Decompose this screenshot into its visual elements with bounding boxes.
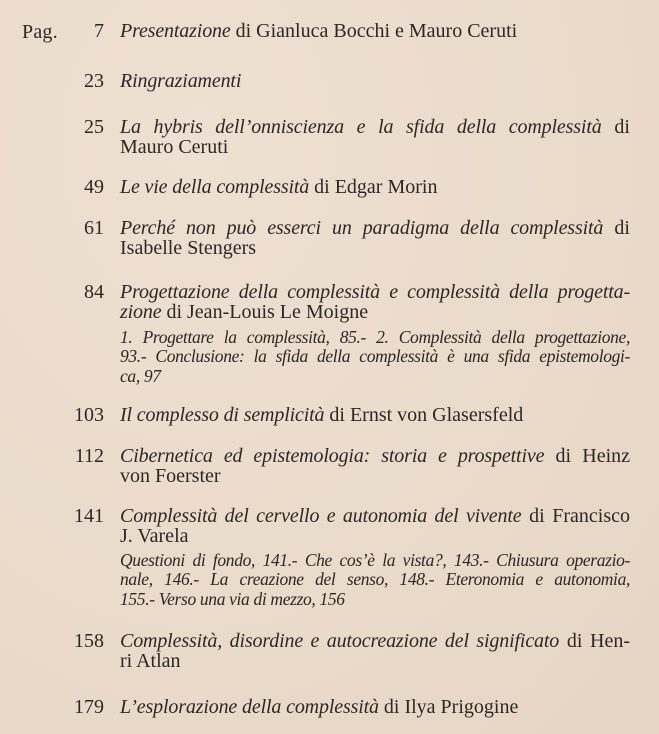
entry-page-number: 61: [84, 217, 104, 239]
entry-line: [120, 631, 630, 651]
entry-page-number: 23: [84, 70, 104, 92]
entry-title: [120, 697, 630, 717]
entry-title: [120, 21, 630, 41]
entry-author: di Hen-: [559, 630, 630, 652]
entry-author: di Ilya Prigogine: [378, 696, 519, 718]
entry-author: di Heinz: [544, 445, 631, 467]
entry-page-number: 179: [74, 696, 104, 718]
entry-title-italic: Perché non può esserci un paradigma della complessità: [120, 217, 604, 239]
subsection-line: 93.- Conclusione: la sfida della complessità è una sfida epistemologi-: [120, 346, 630, 367]
entry-title-italic: Le vie della complessità: [120, 176, 310, 198]
entry-title-italic: Il complesso di semplicità: [120, 404, 325, 426]
page-column-label: Pag.: [22, 21, 58, 43]
entry-subsections: [120, 551, 630, 609]
entry-title-italic: La hybris dell’onniscienza e la sfida della complessità: [120, 116, 602, 138]
subsection-line: 1. Progettare la complessità, 85.- 2. Complessità della progettazione,: [120, 327, 630, 347]
entry-line: [120, 238, 630, 258]
entry-author: di Francisco: [521, 505, 630, 527]
entry-line: [120, 651, 630, 671]
entry-page-number: 158: [74, 630, 104, 652]
entry-page-number: 112: [74, 445, 104, 467]
entry-line: [120, 302, 630, 322]
entry-title-italic: Ringraziamenti: [120, 70, 242, 92]
entry-author: di Edgar Morin: [309, 176, 438, 198]
entry-line: [120, 218, 630, 238]
entry-title: [120, 631, 630, 671]
entry-title-italic: L’esplorazione della complessità: [120, 696, 379, 718]
entry-page-number: 103: [74, 404, 104, 426]
entry-line: [120, 137, 630, 157]
entry-title: [120, 405, 630, 425]
entry-author: di: [603, 217, 630, 239]
subsection-line: Questioni di fondo, 141.- Che cos’è la vista?, 143.- Chiusura operazio-: [120, 550, 630, 570]
entry-line: [120, 117, 630, 137]
entry-line: [120, 282, 630, 302]
entry-line: [120, 697, 630, 717]
entry-page-number: 141: [74, 505, 104, 527]
entry-page-number: 25: [84, 116, 104, 138]
entry-subsections: [120, 328, 630, 386]
entry-page-number: 49: [84, 176, 104, 198]
entry-line: [120, 506, 630, 526]
entry-author: di Jean-Louis Le Moigne: [161, 301, 369, 323]
entry-title: [120, 71, 630, 91]
entry-line: [120, 405, 630, 425]
entry-line: [120, 177, 630, 197]
entry-title-italic: Complessità, disordine e autocreazione del significato: [120, 630, 560, 652]
subsection-line: nale, 146.- La creazione del senso, 148.- Eteronomia e autonomia,: [120, 569, 630, 590]
entry-author: Mauro Ceruti: [120, 136, 229, 158]
entry-title: [120, 446, 630, 486]
entry-line: [120, 71, 630, 91]
entry-author: di Ernst von Glasersfeld: [324, 404, 524, 426]
entry-line: [120, 466, 630, 486]
entry-author: ri Atlan: [120, 650, 181, 672]
entry-title-italic: Cibernetica ed epistemologia: storia e prospettive: [120, 445, 545, 467]
subsection-line: ca, 97: [120, 365, 161, 386]
entry-author: J. Varela: [120, 525, 189, 547]
entry-title-italic: zione: [120, 301, 162, 323]
entry-page-number: 84: [84, 281, 104, 303]
entry-line: [120, 21, 630, 41]
subsection-line: 155.- Verso una via di mezzo, 156: [120, 588, 345, 609]
entry-author: Isabelle Stengers: [120, 237, 257, 259]
entry-title: [120, 506, 630, 546]
entry-title: [120, 218, 630, 258]
entry-author: di Gianluca Bocchi e Mauro Ceruti: [230, 20, 518, 42]
entry-title: [120, 177, 630, 197]
entry-title: [120, 282, 630, 322]
entry-title-italic: Complessità del cervello e autonomia del vivente: [120, 505, 522, 527]
entry-title: [120, 117, 630, 157]
entry-page-number: 7: [94, 20, 104, 42]
entry-line: [120, 526, 630, 546]
entry-author: di: [601, 116, 630, 138]
entry-title-italic: Progettazione della complessità e complessità della progetta-: [120, 281, 630, 303]
entry-title-italic: Presentazione: [120, 20, 231, 42]
entry-line: [120, 446, 630, 466]
entry-author: von Foerster: [120, 465, 221, 487]
